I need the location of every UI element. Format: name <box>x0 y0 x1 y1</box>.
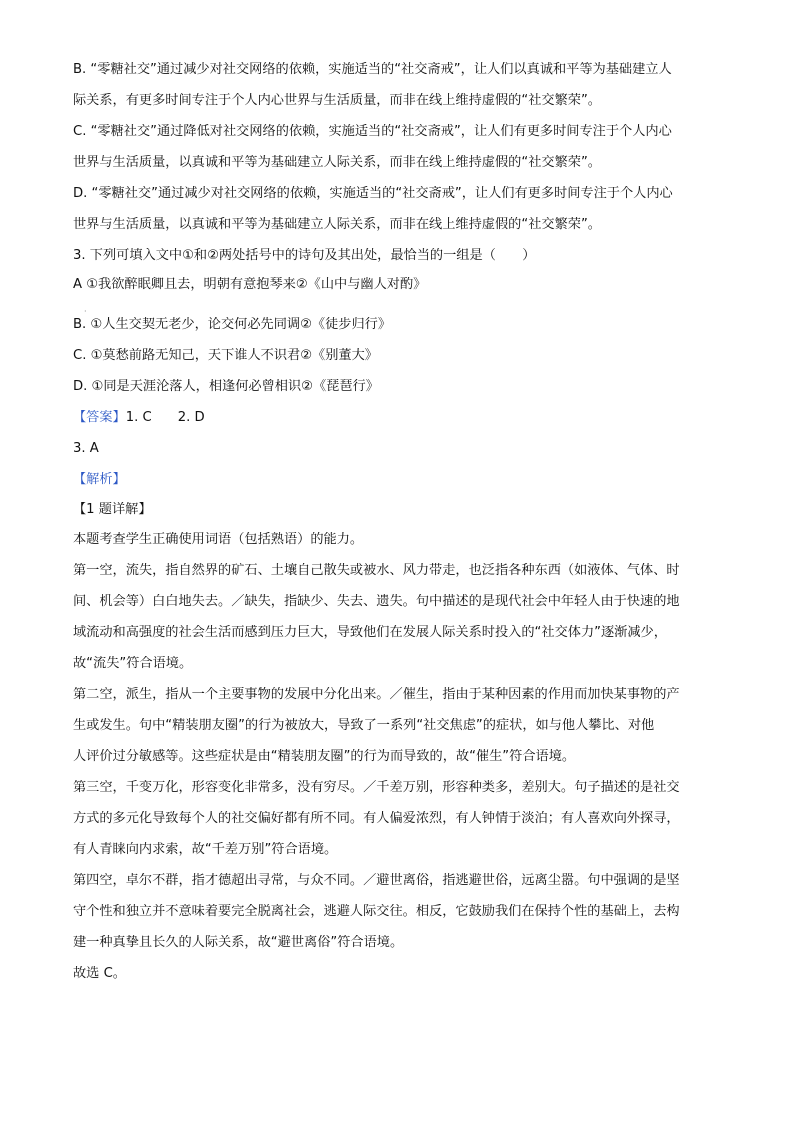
conclusion: 故选 C。 <box>73 966 126 981</box>
paragraph-line: 有人青睐向内求索，故“千差万别”符合语境。 <box>73 842 338 857</box>
analysis-intro: 本题考查学生正确使用词语（包括熟语）的能力。 <box>73 532 364 547</box>
answer-3: 3. A <box>73 441 99 456</box>
option-d-line-1: D. “零糖社交”通过减少对社交网络的依赖，实施适当的“社交斋戒”，让人们有更多时间专注于个人内心 <box>73 186 673 201</box>
paragraph-line: 故“流失”符合语境。 <box>73 656 193 671</box>
question-3-option-c: C. ①莫愁前路无知己，天下谁人不识君②《别董大》 <box>73 348 378 363</box>
option-b-line-2: 际关系，有更多时间专注于个人内心世界与生活质量，而非在线上维持虚假的“社交繁荣”。 <box>73 93 601 108</box>
question-3-option-d: D. ①同是天涯沦落人，相逢何必曾相识②《琵琶行》 <box>73 379 379 394</box>
page-content <box>73 62 725 981</box>
paragraph-line: 守个性和独立并不意味着要完全脱离社会，逃避人际交往。相反，它鼓励我们在保持个性的基础上，去构 <box>73 904 680 919</box>
paragraph-line: 第四空，卓尔不群，指才德超出寻常，与众不同。／避世离俗，指逃避世俗，远离尘嚣。句中强调的是坚 <box>73 873 680 888</box>
detail-title: 【1 题详解】 <box>73 502 152 517</box>
option-c-line-2: 世界与生活质量，以真诚和平等为基础建立人际关系，而非在线上维持虚假的“社交繁荣”。 <box>73 155 601 170</box>
stray-dot: · <box>84 307 87 316</box>
question-3-stem: 3. 下列可填入文中①和②两处括号中的诗句及其出处，最恰当的一组是（ ） <box>73 248 536 263</box>
option-d-line-2: 世界与生活质量，以真诚和平等为基础建立人际关系，而非在线上维持虚假的“社交繁荣”。 <box>73 217 601 232</box>
paragraph-line: 建一种真挚且长久的人际关系，故“避世离俗”符合语境。 <box>73 935 404 950</box>
option-b-line-1: B. “零糖社交”通过减少对社交网络的依赖，实施适当的“社交斋戒”，让人们以真诚和平等为基础建立人 <box>73 62 672 77</box>
paragraph-line: 第一空，流失，指自然界的矿石、土壤自己散失或被水、风力带走，也泛指各种东西（如液体、气体、时 <box>73 563 680 578</box>
answer-1: 1. C <box>125 410 152 425</box>
paragraph-line: 间、机会等）白白地失去。／缺失，指缺少、失去、遗失。句中描述的是现代社会中年轻人由于快速的地 <box>73 594 680 609</box>
question-3-option-b: B. ①人生交契无老少，论交何必先同调②《徒步归行》 <box>73 317 392 332</box>
paragraph-line: 生或发生。句中“精装朋友圈”的行为被放大，导致了一系列“社交焦虑”的症状，如与他人攀比、对他 <box>73 718 655 733</box>
paragraph-line: 方式的多元化导致每个人的社交偏好都有所不同。有人偏爱浓烈，有人钟情于淡泊；有人喜欢向外探寻， <box>73 811 680 826</box>
paragraph-line: 域流动和高强度的社会生活而感到压力巨大，导致他们在发展人际关系时投入的“社交体力”逐渐减少， <box>73 625 667 640</box>
option-c-line-1: C. “零糖社交”通过降低对社交网络的依赖，实施适当的“社交斋戒”，让人们有更多时间专注于个人内心 <box>73 124 672 139</box>
paragraph-line: 第二空，派生，指从一个主要事物的发展中分化出来。／催生，指由于某种因素的作用而加快某事物的产 <box>73 687 680 702</box>
question-3-option-a: A ①我欲醉眠卿且去，明朝有意抱琴来②《山中与幽人对酌》 <box>73 277 427 292</box>
answer-tag: 【答案】 <box>73 410 126 425</box>
analysis-tag: 【解析】 <box>73 472 126 487</box>
answer-row <box>73 410 725 425</box>
paragraph-line: 第三空，千变万化，形容变化非常多，没有穷尽。／千差万别，形容种类多，差别大。句子描述的是社交 <box>73 780 680 795</box>
paragraph-line: 人评价过分敏感等。这些症状是由“精装朋友圈”的行为而导致的，故“催生”符合语境。 <box>73 749 576 764</box>
answer-2: 2. D <box>177 410 205 425</box>
